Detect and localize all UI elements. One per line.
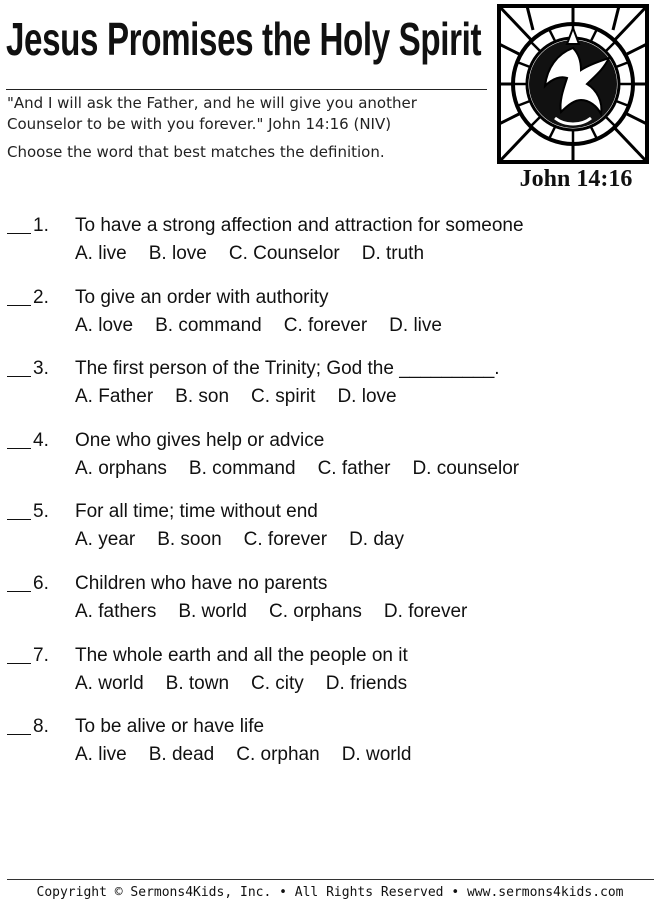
question-item [0,569,660,641]
answer-blank[interactable] [7,448,31,449]
answer-choices [75,528,426,552]
choice-c: C. Counselor [228,243,340,264]
choice-b: B. command [188,457,296,479]
answer-choices [75,385,419,409]
choice-a: A. world [75,672,144,694]
choice-b: B. dead [148,744,215,766]
question-number: 1. [33,215,49,236]
choice-a: A. live [75,744,127,766]
answer-blank[interactable] [7,663,31,664]
question-item [0,211,660,283]
question-text: The first person of the Trinity; God the _________. [75,358,500,380]
question-number: 2. [33,286,49,308]
copyright-footer: Copyright © Sermons4Kids, Inc. • All Rights Reserved • www.sermons4kids.com [36,885,624,900]
choice-b: B. command [155,314,262,336]
choice-c: C. orphan [236,744,320,766]
question-text: To be alive or have life [75,716,265,738]
choice-c: C. father [317,457,391,479]
question-number: 3. [33,358,49,380]
instructions: Choose the word that best matches the definition. [7,143,385,161]
question-text: To have a strong affection and attraction for someone [75,215,524,236]
choice-a: A. orphans [75,457,167,479]
choice-c: C. orphans [268,600,362,622]
question-item [0,497,660,569]
question-item [0,354,660,426]
choice-c: C. city [251,672,304,694]
question-text: For all time; time without end [75,501,318,523]
choice-d: D. friends [325,672,408,694]
choice-d: D. truth [361,243,425,264]
answer-blank[interactable] [7,305,31,306]
choice-b: B. world [178,600,247,622]
choice-d: D. day [349,529,404,551]
question-number: 5. [33,501,49,523]
choice-d: D. world [341,744,412,766]
answer-blank[interactable] [7,233,31,234]
choice-b: B. son [175,386,230,408]
question-list [0,211,660,784]
question-item [0,641,660,713]
question-item [0,426,660,498]
choice-b: B. soon [157,529,222,551]
answer-choices [75,672,429,696]
choice-a: A. fathers [75,600,157,622]
choice-b: B. town [165,672,230,694]
choice-d: D. love [337,386,397,408]
title-divider [6,89,487,90]
page-title: Jesus Promises the Holy Spirit [6,13,482,65]
question-text: One who gives help or advice [75,429,325,451]
question-number: 6. [33,572,49,594]
question-text: The whole earth and all the people on it [75,644,408,666]
answer-blank[interactable] [7,519,31,520]
question-number: 8. [33,716,49,738]
scripture-verse: "And I will ask the Father, and he will give you another Counselor to be with you forever." John 14:16 (NIV) [7,94,417,133]
question-item [0,283,660,355]
answer-choices [75,457,541,481]
answer-choices [75,242,446,266]
answer-choices [75,314,464,338]
choice-a: A. Father [75,386,154,408]
choice-c: C. forever [243,529,328,551]
choice-c: C. spirit [251,386,316,408]
verse-reference: John 14:16 [519,166,633,192]
choice-a: A. year [75,529,136,551]
choice-d: D. live [389,314,442,336]
choice-d: D. counselor [412,457,520,479]
answer-choices [75,600,489,624]
question-number: 7. [33,644,49,666]
answer-blank[interactable] [7,376,31,377]
choice-a: A. love [75,314,134,336]
footer-divider [7,879,654,880]
question-text: To give an order with authority [75,286,329,308]
question-number: 4. [33,429,49,451]
choice-a: A. live [75,243,127,264]
choice-b: B. love [148,243,207,264]
answer-blank[interactable] [7,734,31,735]
choice-d: D. forever [383,600,468,622]
question-item [0,712,660,784]
dove-stained-glass-icon [497,4,649,164]
answer-choices [75,743,433,767]
choice-c: C. forever [283,314,368,336]
answer-blank[interactable] [7,591,31,592]
question-text: Children who have no parents [75,572,328,594]
